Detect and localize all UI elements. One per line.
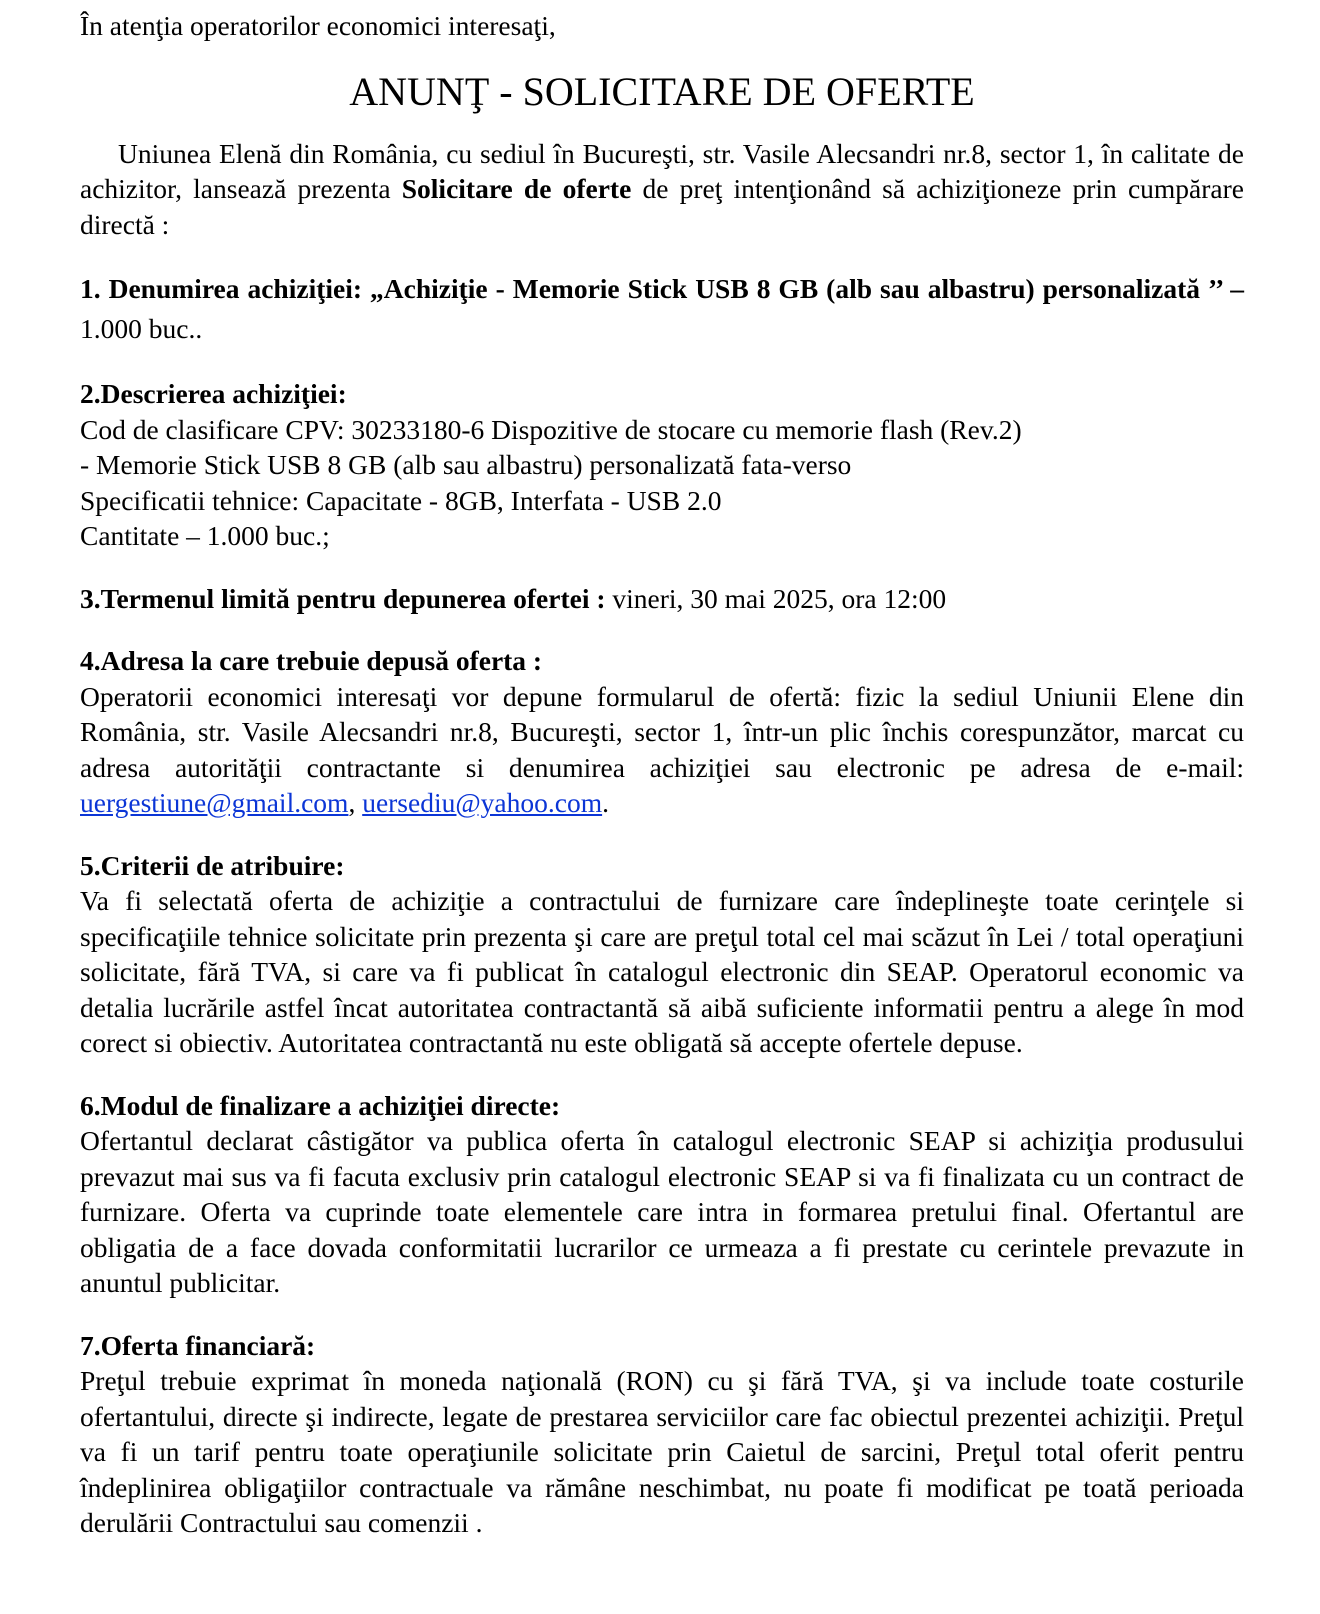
email-link-uersediu[interactable]: uersediu@yahoo.com [362, 787, 603, 818]
section-3-heading: 3.Termenul limită pentru depunerea ofertei : [80, 582, 606, 614]
section-2 [80, 376, 1244, 554]
intro-text-1: Uniunea Elenă din România, cu sediul în Bucureşti, str. Vasile Alecsandri nr.8, sector 1, în calitate de achizitor, lansează prezenta [80, 137, 1244, 204]
section-3-text: vineri, 30 mai 2025, ora 12:00 [605, 582, 947, 614]
section-2-heading-text: 2.Descrierea achiziţiei: [80, 378, 347, 409]
document-title: ANUNŢ - SOLICITARE DE OFERTE [349, 68, 975, 114]
intro-text-2: de preţ intenţionând să achiziţioneze prin cumpărare directă : [80, 173, 1244, 240]
section-7-heading [80, 1328, 1244, 1364]
section-5-paragraph: Va fi selectată oferta de achiziţie a contractului de furnizare care îndeplineşte toate cerinţele si specificaţiile tehnice solicitate prin prezenta şi care are preţul total cel mai scăzut în Lei / total operaţiuni solicitate, fără TVA, si care va fi publicat în catalogul electronic din SEAP. Operatorul economic va detalia lucrările astfel încat autoritatea contractantă să aibă suficiente informatii pentru a alege în mod corect si obiectiv. Autoritatea contractantă nu este obligată să accepte ofertele depuse. [80, 885, 1244, 1058]
section-6-heading [80, 1088, 1244, 1124]
section-4-text: Operatorii economici interesaţi vor depune formularul de ofertă: fizic la sediul Uniunii Elene din România, str. Vasile Alecsandri nr.8, Bucureşti, sector 1, într-un plic închis corespunzător, marcat cu adresa autorităţii contractante si denumirea achiziţiei sau electronic pe adresa de e-mail: [80, 680, 1244, 783]
section-7 [80, 1328, 1244, 1541]
intro-paragraph [80, 136, 1244, 243]
email-separator: , [348, 787, 363, 818]
section-5-heading-text: 5.Criterii de atribuire: [80, 849, 345, 881]
section-5 [80, 848, 1244, 1061]
email-link-uergestiune[interactable]: uergestiune@gmail.com [80, 787, 349, 818]
intro-bold-text: Solicitare de oferte [401, 173, 632, 204]
section-7-heading-text: 7.Oferta financiară: [80, 1329, 316, 1361]
section-7-paragraph: Preţul trebuie exprimat în moneda naţională (RON) cu şi fără TVA, şi va include toate costurile ofertantului, directe şi indirecte, legate de prestarea serviciilor care fac obiectul prezentei achiziţii. Preţul va fi un tarif pentru toate operaţiunile solicitate prin Caietul de sarcini, Preţul total oferit pentru îndeplinirea obligaţiilor contractuale va rămâne neschimbat, nu poate fi modificat pe toată perioada derulării Contractului sau comenzii . [80, 1365, 1244, 1538]
section-4-paragraph [80, 679, 1244, 821]
section-2-line: Cod de clasificare CPV: 30233180-6 Dispozitive de stocare cu memorie flash (Rev.2) [80, 413, 1022, 445]
section-2-heading [80, 376, 1244, 412]
section-1-heading: 1. Denumirea achiziţiei: „Achiziţie - Memorie Stick USB 8 GB (alb sau albastru) personalizată ’’ – [80, 273, 1244, 304]
section-2-line: Cantitate – 1.000 buc.; [80, 520, 330, 551]
section-1-text: 1.000 buc.. [80, 313, 203, 344]
document-page [80, 8, 1244, 1541]
section-6-paragraph: Ofertantul declarat câstigător va publica oferta în catalogul electronic SEAP si achiziţia produsului prevazut mai sus va fi facuta exclusiv prin catalogul electronic SEAP si va fi finalizata cu un contract de furnizare. Oferta va cuprinde toate elementele care intra in formarea pretului final. Ofertantul are obligatia de a face dovada conformitatii lucrarilor ce urmeaza a fi prestate cu cerintele prevazute in anuntul publicitar. [80, 1125, 1244, 1298]
section-4 [80, 643, 1244, 821]
section-6-heading-text: 6.Modul de finalizare a achiziţiei directe: [80, 1089, 561, 1121]
section-4-heading [80, 643, 1244, 679]
section-2-line: - Memorie Stick USB 8 GB (alb sau albastru) personalizată fata-verso [80, 449, 852, 480]
section-3-paragraph [80, 581, 1244, 617]
section-6 [80, 1088, 1244, 1301]
section-4-end: . [602, 787, 609, 818]
section-1-paragraph [80, 269, 1244, 349]
section-2-line: Specificatii tehnice: Capacitate - 8GB, Interfata - USB 2.0 [80, 484, 722, 516]
section-3 [80, 581, 1244, 617]
section-1 [80, 269, 1244, 349]
greeting: În atenţia operatorilor economici interesaţi, [80, 10, 556, 41]
section-5-heading [80, 848, 1244, 884]
section-4-heading-text: 4.Adresa la care trebuie depusă oferta : [80, 645, 543, 676]
